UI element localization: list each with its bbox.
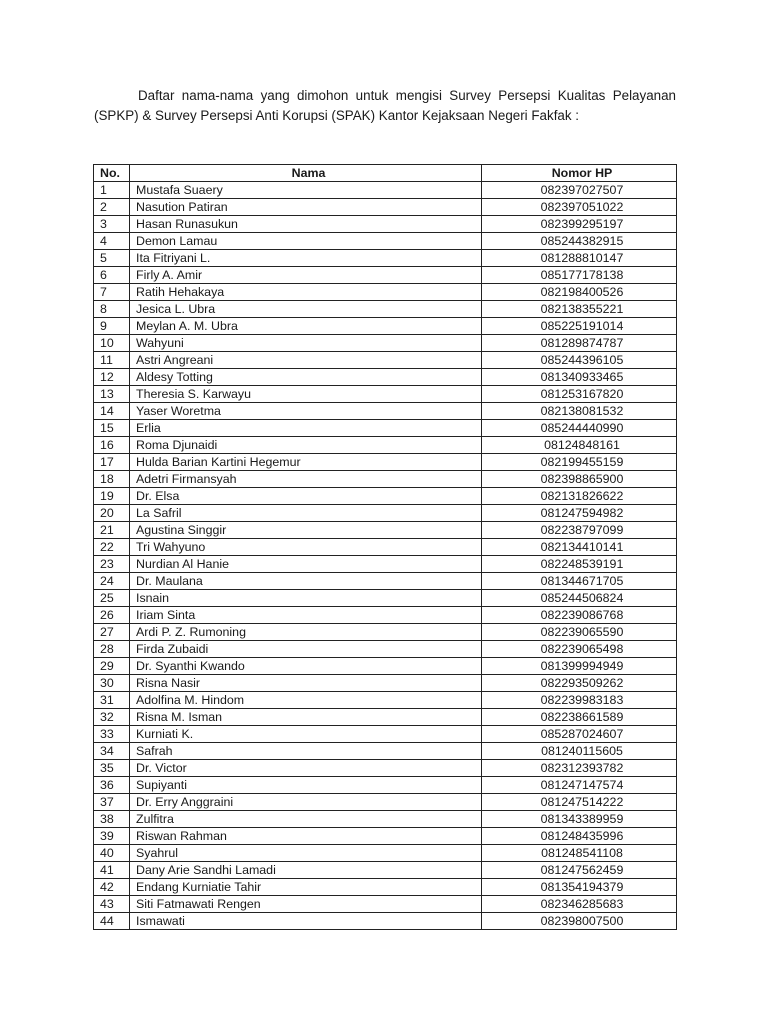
cell-phone: 081343389959 <box>482 811 677 828</box>
cell-name: Nasution Patiran <box>130 199 482 216</box>
table-row <box>94 505 677 522</box>
cell-no: 4 <box>94 233 130 250</box>
table-row <box>94 641 677 658</box>
cell-name: Ita Fitriyani L. <box>130 250 482 267</box>
table-row <box>94 454 677 471</box>
table-body <box>94 182 677 930</box>
cell-no: 13 <box>94 386 130 403</box>
table-row <box>94 709 677 726</box>
cell-no: 31 <box>94 692 130 709</box>
cell-phone: 081344671705 <box>482 573 677 590</box>
cell-name: Ardi P. Z. Rumoning <box>130 624 482 641</box>
cell-name: Endang Kurniatie Tahir <box>130 879 482 896</box>
table-row <box>94 811 677 828</box>
table-row <box>94 437 677 454</box>
cell-no: 24 <box>94 573 130 590</box>
cell-phone: 081247514222 <box>482 794 677 811</box>
cell-name: Siti Fatmawati Rengen <box>130 896 482 913</box>
cell-phone: 082397051022 <box>482 199 677 216</box>
cell-name: Wahyuni <box>130 335 482 352</box>
cell-name: Firly A. Amir <box>130 267 482 284</box>
intro-paragraph <box>94 86 676 126</box>
table-row <box>94 607 677 624</box>
cell-phone: 082398007500 <box>482 913 677 930</box>
table-row <box>94 896 677 913</box>
table-row <box>94 590 677 607</box>
cell-phone: 085244396105 <box>482 352 677 369</box>
respondent-table <box>93 164 677 930</box>
cell-no: 37 <box>94 794 130 811</box>
table-row <box>94 794 677 811</box>
cell-no: 33 <box>94 726 130 743</box>
cell-no: 42 <box>94 879 130 896</box>
cell-phone: 085287024607 <box>482 726 677 743</box>
cell-phone: 082199455159 <box>482 454 677 471</box>
table-row <box>94 471 677 488</box>
cell-no: 5 <box>94 250 130 267</box>
cell-name: Supiyanti <box>130 777 482 794</box>
cell-name: Hasan Runasukun <box>130 216 482 233</box>
header-no: No. <box>94 165 130 182</box>
cell-phone: 082239065498 <box>482 641 677 658</box>
cell-no: 23 <box>94 556 130 573</box>
cell-name: Yaser Woretma <box>130 403 482 420</box>
cell-phone: 082346285683 <box>482 896 677 913</box>
header-name: Nama <box>130 165 482 182</box>
table-row <box>94 675 677 692</box>
cell-phone: 082238661589 <box>482 709 677 726</box>
cell-phone: 081399994949 <box>482 658 677 675</box>
cell-phone: 082138081532 <box>482 403 677 420</box>
cell-phone: 082238797099 <box>482 522 677 539</box>
table-row <box>94 658 677 675</box>
cell-name: Aldesy Totting <box>130 369 482 386</box>
cell-phone: 081247147574 <box>482 777 677 794</box>
table-row <box>94 726 677 743</box>
table-row <box>94 199 677 216</box>
table-row <box>94 743 677 760</box>
table-row <box>94 777 677 794</box>
cell-name: Mustafa Suaery <box>130 182 482 199</box>
cell-name: Safrah <box>130 743 482 760</box>
cell-no: 8 <box>94 301 130 318</box>
table-row <box>94 318 677 335</box>
cell-no: 15 <box>94 420 130 437</box>
cell-name: Meylan A. M. Ubra <box>130 318 482 335</box>
cell-name: Erlia <box>130 420 482 437</box>
cell-phone: 082398865900 <box>482 471 677 488</box>
cell-no: 40 <box>94 845 130 862</box>
cell-name: Risna Nasir <box>130 675 482 692</box>
cell-no: 34 <box>94 743 130 760</box>
cell-no: 16 <box>94 437 130 454</box>
cell-no: 2 <box>94 199 130 216</box>
cell-name: La Safril <box>130 505 482 522</box>
table-row <box>94 862 677 879</box>
cell-no: 39 <box>94 828 130 845</box>
cell-name: Adolfina M. Hindom <box>130 692 482 709</box>
table-row <box>94 216 677 233</box>
cell-name: Kurniati K. <box>130 726 482 743</box>
cell-name: Riswan Rahman <box>130 828 482 845</box>
cell-phone: 081253167820 <box>482 386 677 403</box>
cell-phone: 082239065590 <box>482 624 677 641</box>
cell-phone: 082138355221 <box>482 301 677 318</box>
cell-phone: 081240115605 <box>482 743 677 760</box>
cell-no: 17 <box>94 454 130 471</box>
table-row <box>94 539 677 556</box>
cell-name: Firda Zubaidi <box>130 641 482 658</box>
cell-name: Roma Djunaidi <box>130 437 482 454</box>
table-row <box>94 692 677 709</box>
table-row <box>94 828 677 845</box>
cell-name: Jesica L. Ubra <box>130 301 482 318</box>
table-row <box>94 556 677 573</box>
cell-phone: 082248539191 <box>482 556 677 573</box>
cell-no: 36 <box>94 777 130 794</box>
table-row <box>94 369 677 386</box>
table-row <box>94 522 677 539</box>
cell-no: 9 <box>94 318 130 335</box>
cell-phone: 085244440990 <box>482 420 677 437</box>
cell-name: Hulda Barian Kartini Hegemur <box>130 454 482 471</box>
cell-name: Isnain <box>130 590 482 607</box>
cell-phone: 082399295197 <box>482 216 677 233</box>
cell-no: 30 <box>94 675 130 692</box>
cell-no: 3 <box>94 216 130 233</box>
cell-no: 12 <box>94 369 130 386</box>
cell-phone: 081247594982 <box>482 505 677 522</box>
cell-phone: 082134410141 <box>482 539 677 556</box>
cell-phone: 082131826622 <box>482 488 677 505</box>
cell-phone: 08124848161 <box>482 437 677 454</box>
table-row <box>94 284 677 301</box>
cell-phone: 081248435996 <box>482 828 677 845</box>
table-row <box>94 879 677 896</box>
cell-phone: 082397027507 <box>482 182 677 199</box>
cell-no: 6 <box>94 267 130 284</box>
cell-phone: 081340933465 <box>482 369 677 386</box>
table-row <box>94 250 677 267</box>
cell-name: Demon Lamau <box>130 233 482 250</box>
cell-no: 19 <box>94 488 130 505</box>
cell-name: Ratih Hehakaya <box>130 284 482 301</box>
cell-no: 35 <box>94 760 130 777</box>
cell-no: 32 <box>94 709 130 726</box>
cell-no: 28 <box>94 641 130 658</box>
cell-no: 14 <box>94 403 130 420</box>
table-row <box>94 624 677 641</box>
cell-name: Tri Wahyuno <box>130 539 482 556</box>
cell-no: 11 <box>94 352 130 369</box>
cell-phone: 081247562459 <box>482 862 677 879</box>
cell-name: Dr. Maulana <box>130 573 482 590</box>
cell-name: Astri Angreani <box>130 352 482 369</box>
table-row <box>94 420 677 437</box>
cell-no: 1 <box>94 182 130 199</box>
cell-no: 27 <box>94 624 130 641</box>
cell-name: Theresia S. Karwayu <box>130 386 482 403</box>
table-row <box>94 182 677 199</box>
cell-name: Dr. Erry Anggraini <box>130 794 482 811</box>
cell-name: Zulfitra <box>130 811 482 828</box>
table-row <box>94 386 677 403</box>
cell-name: Ismawati <box>130 913 482 930</box>
intro-text: Daftar nama-nama yang dimohon untuk mengisi Survey Persepsi Kualitas Pelayanan (SPKP) & Survey Persepsi Anti Korupsi (SPAK) Kantor Kejaksaan Negeri Fakfak : <box>94 88 676 123</box>
cell-name: Dr. Syanthi Kwando <box>130 658 482 675</box>
cell-name: Risna M. Isman <box>130 709 482 726</box>
cell-no: 7 <box>94 284 130 301</box>
cell-name: Dany Arie Sandhi Lamadi <box>130 862 482 879</box>
cell-name: Adetri Firmansyah <box>130 471 482 488</box>
cell-phone: 082312393782 <box>482 760 677 777</box>
cell-name: Dr. Elsa <box>130 488 482 505</box>
cell-phone: 081288810147 <box>482 250 677 267</box>
cell-no: 22 <box>94 539 130 556</box>
cell-no: 41 <box>94 862 130 879</box>
cell-no: 29 <box>94 658 130 675</box>
cell-phone: 082239983183 <box>482 692 677 709</box>
table-row <box>94 267 677 284</box>
cell-no: 38 <box>94 811 130 828</box>
table-row <box>94 233 677 250</box>
cell-name: Dr. Victor <box>130 760 482 777</box>
table-header-row <box>94 165 677 182</box>
cell-phone: 081248541108 <box>482 845 677 862</box>
table-row <box>94 352 677 369</box>
header-phone: Nomor HP <box>482 165 677 182</box>
cell-phone: 082198400526 <box>482 284 677 301</box>
cell-no: 26 <box>94 607 130 624</box>
cell-name: Iriam Sinta <box>130 607 482 624</box>
table-row <box>94 913 677 930</box>
cell-no: 18 <box>94 471 130 488</box>
cell-no: 21 <box>94 522 130 539</box>
table-row <box>94 845 677 862</box>
cell-name: Agustina Singgir <box>130 522 482 539</box>
cell-name: Syahrul <box>130 845 482 862</box>
cell-no: 10 <box>94 335 130 352</box>
cell-no: 20 <box>94 505 130 522</box>
cell-phone: 085244382915 <box>482 233 677 250</box>
cell-phone: 082293509262 <box>482 675 677 692</box>
cell-phone: 085244506824 <box>482 590 677 607</box>
table-row <box>94 403 677 420</box>
cell-no: 43 <box>94 896 130 913</box>
cell-phone: 081354194379 <box>482 879 677 896</box>
table-row <box>94 488 677 505</box>
cell-no: 44 <box>94 913 130 930</box>
table-row <box>94 760 677 777</box>
table-row <box>94 573 677 590</box>
table-row <box>94 335 677 352</box>
cell-phone: 082239086768 <box>482 607 677 624</box>
cell-phone: 081289874787 <box>482 335 677 352</box>
cell-phone: 085177178138 <box>482 267 677 284</box>
cell-no: 25 <box>94 590 130 607</box>
cell-name: Nurdian Al Hanie <box>130 556 482 573</box>
cell-phone: 085225191014 <box>482 318 677 335</box>
table-row <box>94 301 677 318</box>
